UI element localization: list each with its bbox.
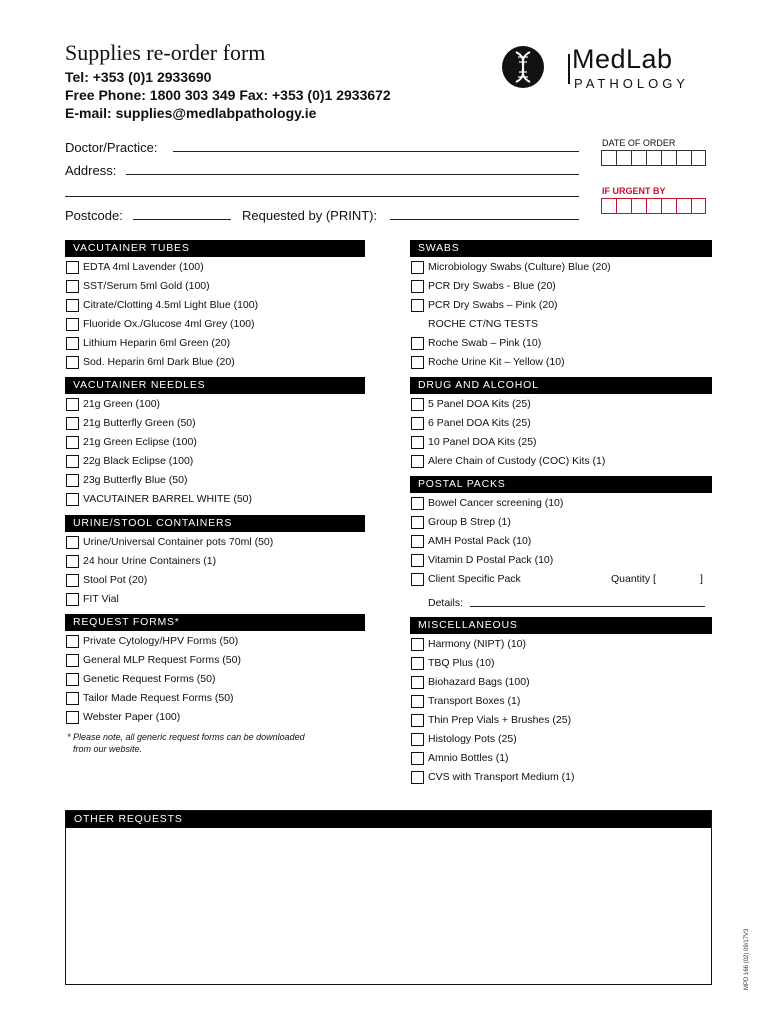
checklist-item: [65, 258, 365, 277]
checklist-item: [410, 654, 712, 673]
details-field[interactable]: [470, 606, 705, 607]
swabs-section: [410, 240, 712, 372]
checklist-item: [410, 730, 712, 749]
logo-brand: MedLab: [572, 44, 673, 74]
postcode-label: Postcode:: [65, 208, 123, 223]
request-forms-note: [67, 731, 367, 755]
item-label: PCR Dry Swabs - Blue (20): [428, 280, 556, 292]
item-label: Client Specific Pack: [428, 573, 521, 585]
checklist-item: [65, 670, 365, 689]
section-heading: MISCELLANEOUS: [410, 617, 712, 634]
item-label: Fluoride Ox./Glucose 4ml Grey (100): [83, 318, 255, 330]
item-label: Citrate/Clotting 4.5ml Light Blue (100): [83, 299, 259, 311]
item-label: 21g Green (100): [83, 398, 161, 410]
date-of-order-boxes[interactable]: [601, 150, 706, 166]
vacutainer-tubes-section: [65, 240, 365, 372]
item-label: VACUTAINER BARREL WHITE (50): [83, 493, 252, 505]
item-label: CVS with Transport Medium (1): [428, 771, 575, 783]
checkbox[interactable]: [66, 280, 79, 293]
item-label: Alere Chain of Custody (COC) Kits (1): [428, 455, 606, 467]
item-label: SST/Serum 5ml Gold (100): [83, 280, 210, 292]
item-label: Roche Swab – Pink (10): [428, 337, 542, 349]
checklist-item: [410, 296, 712, 315]
checkbox[interactable]: [66, 318, 79, 331]
section-heading: SWABS: [410, 240, 712, 257]
item-label: 10 Panel DOA Kits (25): [428, 436, 537, 448]
checklist-item: [410, 452, 712, 471]
checkbox[interactable]: [411, 554, 424, 567]
checkbox[interactable]: [411, 516, 424, 529]
request-forms-section: [65, 614, 365, 727]
item-label: 22g Black Eclipse (100): [83, 455, 194, 467]
checkbox[interactable]: [411, 497, 424, 510]
checklist-item: [65, 571, 365, 590]
checklist-item: [65, 689, 365, 708]
checkbox[interactable]: [411, 356, 424, 369]
checklist-item: [410, 673, 712, 692]
item-label: 21g Butterfly Green (50): [83, 417, 196, 429]
checklist-item: [65, 414, 365, 433]
if-urgent-boxes[interactable]: [601, 198, 706, 214]
checklist-item: [65, 471, 365, 490]
checkbox[interactable]: [66, 635, 79, 648]
checkbox[interactable]: [411, 280, 424, 293]
item-label: Urine/Universal Container pots 70ml (50): [83, 536, 274, 548]
section-heading: VACUTAINER TUBES: [65, 240, 365, 257]
item-label: 21g Green Eclipse (100): [83, 436, 197, 448]
item-label: Tailor Made Request Forms (50): [83, 692, 234, 704]
section-heading: POSTAL PACKS: [410, 476, 712, 493]
checkbox[interactable]: [411, 299, 424, 312]
item-label: Biohazard Bags (100): [428, 676, 530, 688]
checkbox[interactable]: [411, 714, 424, 727]
item-label: Transport Boxes (1): [428, 695, 521, 707]
checkbox[interactable]: [411, 436, 424, 449]
item-label: Vitamin D Postal Pack (10): [428, 554, 554, 566]
checkbox[interactable]: [411, 638, 424, 651]
checklist-item: [410, 277, 712, 296]
checkbox[interactable]: [411, 657, 424, 670]
roche-subheading: ROCHE CT/NG TESTS: [428, 318, 539, 330]
checkbox[interactable]: [411, 752, 424, 765]
item-label: Bowel Cancer screening (10): [428, 497, 564, 509]
section-heading: REQUEST FORMS*: [65, 614, 365, 631]
checklist-item: [65, 490, 365, 509]
item-label: Private Cytology/HPV Forms (50): [83, 635, 239, 647]
dna-helix-icon: [502, 46, 544, 88]
item-label: Harmony (NIPT) (10): [428, 638, 527, 650]
section-heading: URINE/STOOL CONTAINERS: [65, 515, 365, 532]
checkbox[interactable]: [66, 654, 79, 667]
requested-by-field[interactable]: [390, 219, 579, 220]
checklist-item: [410, 494, 712, 513]
item-label: Genetic Request Forms (50): [83, 673, 216, 685]
item-label: Roche Urine Kit – Yellow (10): [428, 356, 565, 368]
checklist-item: [410, 414, 712, 433]
checkbox[interactable]: [66, 593, 79, 606]
checkbox[interactable]: [66, 436, 79, 449]
checkbox[interactable]: [66, 493, 79, 506]
details-label: Details:: [428, 597, 464, 609]
address-label: Address:: [65, 163, 117, 178]
item-label: PCR Dry Swabs – Pink (20): [428, 299, 558, 311]
checkbox[interactable]: [411, 733, 424, 746]
checkbox[interactable]: [66, 555, 79, 568]
checklist-item: [65, 651, 365, 670]
item-label: EDTA 4ml Lavender (100): [83, 261, 204, 273]
checklist-item: [410, 433, 712, 452]
checkbox[interactable]: [411, 771, 424, 784]
checklist-item: [65, 315, 365, 334]
item-label: Webster Paper (100): [83, 711, 181, 723]
address-field-line-1[interactable]: [126, 174, 579, 175]
item-label: AMH Postal Pack (10): [428, 535, 532, 547]
checklist-item: [65, 590, 365, 609]
checklist-item: [65, 452, 365, 471]
logo-divider: [568, 54, 570, 84]
if-urgent-label: IF URGENT BY: [602, 186, 666, 196]
checklist-item: [410, 749, 712, 768]
contact-block: [65, 68, 391, 122]
checklist-item: [410, 532, 712, 551]
item-label: Thin Prep Vials + Brushes (25): [428, 714, 572, 726]
section-heading: OTHER REQUESTS: [66, 811, 711, 828]
doctor-field[interactable]: [173, 151, 579, 152]
checkbox[interactable]: [411, 417, 424, 430]
checkbox[interactable]: [66, 673, 79, 686]
item-label: Group B Strep (1): [428, 516, 511, 528]
checkbox[interactable]: [411, 695, 424, 708]
checklist-item: [410, 353, 712, 372]
checklist-item: [410, 768, 712, 787]
urine-stool-section: [65, 515, 365, 609]
item-label: FIT Vial: [83, 593, 119, 605]
checkbox[interactable]: [411, 535, 424, 548]
item-label: 6 Panel DOA Kits (25): [428, 417, 531, 429]
date-of-order-label: DATE OF ORDER: [602, 138, 676, 148]
checkbox[interactable]: [411, 398, 424, 411]
item-label: Amnio Bottles (1): [428, 752, 509, 764]
checkbox[interactable]: [66, 398, 79, 411]
form-code: MPD 166 (02) 09/17V3: [744, 928, 750, 990]
logo-subtitle: PATHOLOGY: [574, 76, 689, 91]
telephone: Tel: +353 (0)1 2933690: [65, 69, 212, 85]
drug-alcohol-section: [410, 377, 712, 471]
item-label: Microbiology Swabs (Culture) Blue (20): [428, 261, 611, 273]
quantity-field[interactable]: Quantity [ ]: [611, 573, 703, 585]
item-label: Lithium Heparin 6ml Green (20): [83, 337, 231, 349]
checklist-item: [410, 513, 712, 532]
email: E-mail: supplies@medlabpathology.ie: [65, 105, 317, 121]
note-line-1: * Please note, all generic request forms can be downloaded: [67, 732, 305, 742]
other-requests-box[interactable]: [65, 810, 712, 985]
checklist-item: [65, 708, 365, 727]
checklist-item: [410, 334, 712, 353]
checkbox[interactable]: [411, 573, 424, 586]
checkbox[interactable]: [66, 711, 79, 724]
checklist-item: [410, 711, 712, 730]
freephone-fax: Free Phone: 1800 303 349 Fax: +353 (0)1 2933672: [65, 87, 391, 103]
form-title: Supplies re-order form: [65, 40, 266, 65]
item-label: TBQ Plus (10): [428, 657, 495, 669]
checkbox[interactable]: [66, 337, 79, 350]
checkbox[interactable]: [66, 692, 79, 705]
checkbox[interactable]: [411, 261, 424, 274]
note-line-2: from our website.: [73, 744, 143, 754]
doctor-label: Doctor/Practice:: [65, 140, 158, 155]
checklist-item: [65, 277, 365, 296]
checkbox[interactable]: [411, 455, 424, 468]
item-label: 5 Panel DOA Kits (25): [428, 398, 531, 410]
checklist-item: [410, 395, 712, 414]
checklist-item: [65, 433, 365, 452]
checklist-item: [65, 395, 365, 414]
address-field-line-2[interactable]: [65, 196, 579, 197]
checkbox[interactable]: [411, 676, 424, 689]
checkbox[interactable]: [411, 337, 424, 350]
checklist-item: [65, 632, 365, 651]
checkbox[interactable]: [66, 536, 79, 549]
postcode-field[interactable]: [133, 219, 231, 220]
miscellaneous-section: [410, 617, 712, 787]
checklist-item: [65, 552, 365, 571]
vacutainer-needles-section: [65, 377, 365, 509]
checkbox[interactable]: [66, 261, 79, 274]
checklist-item: [65, 533, 365, 552]
item-label: Stool Pot (20): [83, 574, 148, 586]
item-label: 23g Butterfly Blue (50): [83, 474, 188, 486]
checklist-item: [410, 258, 712, 277]
item-label: Histology Pots (25): [428, 733, 517, 745]
checkbox[interactable]: [66, 455, 79, 468]
checkbox[interactable]: [66, 574, 79, 587]
medlab-logo: [502, 46, 722, 92]
item-label: General MLP Request Forms (50): [83, 654, 241, 666]
checklist-item: [410, 635, 712, 654]
checklist-item: [410, 551, 712, 570]
checklist-item: [65, 353, 365, 372]
item-label: 24 hour Urine Containers (1): [83, 555, 217, 567]
checkbox[interactable]: [66, 299, 79, 312]
requested-by-label: Requested by (PRINT):: [242, 208, 378, 223]
item-label: Sod. Heparin 6ml Dark Blue (20): [83, 356, 235, 368]
checkbox[interactable]: [66, 474, 79, 487]
section-heading: VACUTAINER NEEDLES: [65, 377, 365, 394]
checklist-item: [65, 296, 365, 315]
checklist-item: [65, 334, 365, 353]
checklist-item: [410, 692, 712, 711]
section-heading: DRUG AND ALCOHOL: [410, 377, 712, 394]
checkbox[interactable]: [66, 356, 79, 369]
checkbox[interactable]: [66, 417, 79, 430]
